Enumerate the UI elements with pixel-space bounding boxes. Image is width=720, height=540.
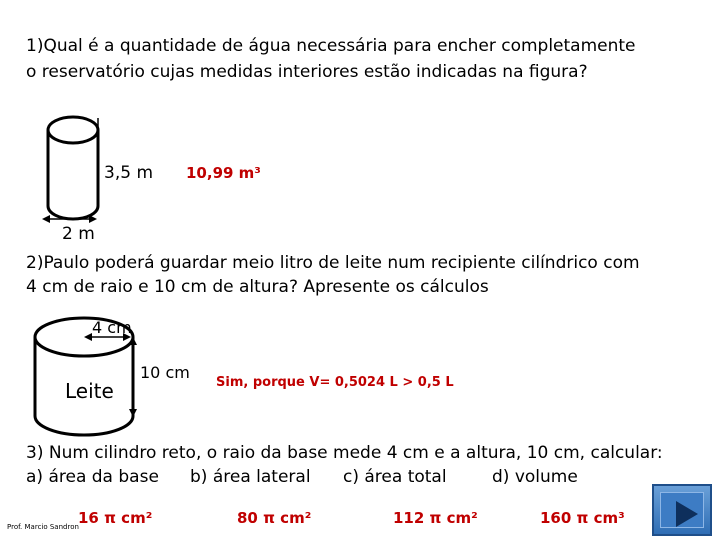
- q1-answer: 10,99 m³: [186, 164, 261, 182]
- next-slide-button[interactable]: [652, 484, 712, 536]
- q1-line2: o reservatório cujas medidas interiores estão indicadas na figura?: [26, 62, 588, 82]
- q1-width-label: 2 m: [62, 224, 95, 244]
- q3-item-b: b) área lateral: [190, 467, 311, 487]
- cylinder-1: [48, 117, 98, 219]
- height-arrow-2: [129, 337, 137, 417]
- q2-content-label: Leite: [65, 379, 114, 403]
- q3-item-c: c) área total: [343, 467, 447, 487]
- play-next-icon: [676, 501, 698, 527]
- q3-line1: 3) Num cilindro reto, o raio da base mede 4 cm e a altura, 10 cm, calcular:: [26, 443, 663, 463]
- next-slide-button-face[interactable]: [660, 492, 704, 528]
- q2-line2: 4 cm de raio e 10 cm de altura? Apresente os cálculos: [26, 277, 489, 297]
- q3-answer-d: 160 π cm³: [540, 509, 625, 527]
- q3-answer-a: 16 π cm²: [78, 509, 153, 527]
- q2-height-label: 10 cm: [140, 363, 190, 382]
- q2-line1: 2)Paulo poderá guardar meio litro de leite num recipiente cilíndrico com: [26, 253, 640, 273]
- q3-answer-c: 112 π cm²: [393, 509, 478, 527]
- q2-radius-label: 4 cm: [92, 318, 132, 337]
- q1-line1: 1)Qual é a quantidade de água necessária para encher completamente: [26, 36, 636, 56]
- q1-height-label: 3,5 m: [104, 163, 153, 183]
- q3-item-a: a) área da base: [26, 467, 159, 487]
- q2-answer: Sim, porque V= 0,5024 L > 0,5 L: [216, 375, 454, 390]
- q3-item-d: d) volume: [492, 467, 578, 487]
- q3-answer-b: 80 π cm²: [237, 509, 312, 527]
- author-credit: Prof. Marcio Sandron: [7, 523, 79, 531]
